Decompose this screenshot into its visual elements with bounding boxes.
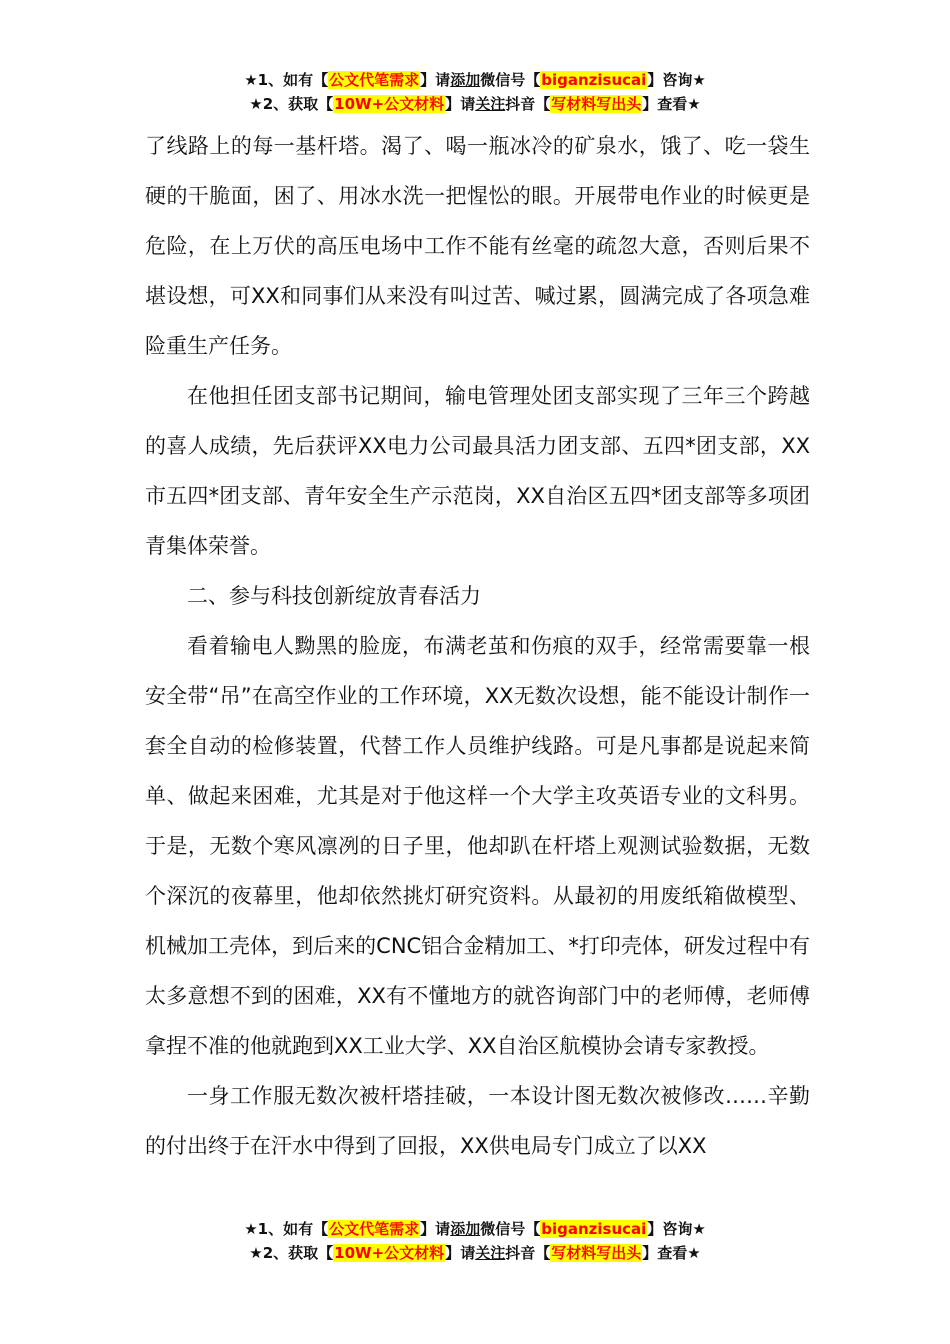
bracket: 【 (525, 71, 541, 89)
bracket: 】 (642, 1244, 658, 1262)
bracket: 】 (420, 1220, 436, 1238)
bracket: 【 (313, 71, 329, 89)
underlined-text: 关注 (475, 95, 506, 113)
banner-text: ★1、如有 (244, 71, 314, 89)
paragraph-honors: 在他担任团支部书记期间，输电管理处团支部实现了三年三个跨越的喜人成绩，先后获评XX电力公司最具活力团支部、五四*团支部，XX市五四*团支部、青年安全生产示范岗，XX自治区五四*团支部等多项团青集体荣誉。 (145, 384, 810, 558)
banner-text: 微信号 (480, 71, 526, 89)
underlined-text: 添加 (450, 1220, 481, 1238)
highlight-service: 公文代笔需求 (329, 1220, 420, 1238)
underlined-text: 关注 (475, 1244, 506, 1262)
highlight-douyin-account: 写材料写出头 (551, 1244, 642, 1262)
banner-text: ★1、如有 (244, 1220, 314, 1238)
paragraph-reward: 一身工作服无数次被杆塔挂破，一本设计图无数次被修改……辛勤的付出终于在汗水中得到了回报，XX供电局专门成立了以XX (145, 1084, 810, 1158)
bracket: 【 (313, 1220, 329, 1238)
footer-banner (0, 1217, 950, 1265)
document-body (145, 121, 810, 1171)
banner-text: 咨询★ (662, 1220, 706, 1238)
banner-text: 咨询★ (662, 71, 706, 89)
banner-line-2 (0, 92, 950, 116)
underlined-text: 添加 (450, 71, 481, 89)
highlight-wechat-id: biganzisucai (541, 1220, 647, 1238)
banner-text: 抖音 (505, 95, 536, 113)
bracket: 【 (525, 1220, 541, 1238)
banner-text: 请 (460, 1244, 476, 1262)
bracket: 【 (318, 95, 334, 113)
banner-line-2 (0, 1241, 950, 1265)
banner-text: 微信号 (480, 1220, 526, 1238)
paragraph-continuation: 了线路上的每一基杆塔。渴了、喝一瓶冰冷的矿泉水，饿了、吃一袋生硬的干脆面，困了、用冰水洗一把惺忪的眼。开展带电作业的时候更是危险，在上万伏的高压电场中工作不能有丝毫的疏忽大意，否则后果不堪设想，可XX和同事们从来没有叫过苦、喊过累，圆满完成了各项急难险重生产任务。 (145, 134, 810, 358)
bracket: 【 (318, 1244, 334, 1262)
bracket: 】 (420, 71, 436, 89)
banner-text: 查看★ (657, 1244, 701, 1262)
banner-line-1 (0, 1217, 950, 1241)
banner-text: 查看★ (657, 95, 701, 113)
highlight-service: 公文代笔需求 (329, 71, 420, 89)
bracket: 】 (642, 95, 658, 113)
banner-text: ★2、获取 (249, 1244, 319, 1262)
bracket: 】 (445, 1244, 461, 1262)
bracket: 】 (647, 71, 663, 89)
banner-text: 抖音 (505, 1244, 536, 1262)
bracket: 【 (535, 95, 551, 113)
highlight-douyin-account: 写材料写出头 (551, 95, 642, 113)
bracket: 【 (535, 1244, 551, 1262)
banner-text: ★2、获取 (249, 95, 319, 113)
banner-text: 请 (435, 1220, 451, 1238)
bracket: 】 (647, 1220, 663, 1238)
banner-text: 请 (435, 71, 451, 89)
section-heading: 二、参与科技创新绽放青春活力 (187, 584, 481, 608)
highlight-materials: 10W+公文材料 (334, 1244, 445, 1262)
bracket: 】 (445, 95, 461, 113)
banner-line-1 (0, 68, 950, 92)
highlight-materials: 10W+公文材料 (334, 95, 445, 113)
header-banner (0, 68, 950, 116)
paragraph-innovation: 看着输电人黝黑的脸庞，布满老茧和伤痕的双手，经常需要靠一根安全带“吊”在高空作业的工作环境，XX无数次设想，能不能设计制作一套全自动的检修装置，代替工作人员维护线路。可是凡事都是说起来简单、做起来困难，尤其是对于他这样一个大学主攻英语专业的文科男。于是，无数个寒风凛冽的日子里，他却趴在杆塔上观测试验数据，无数个深沉的夜幕里，他却依然挑灯研究资料。从最初的用废纸箱做模型、机械加工壳体，到后来的CNC铝合金精加工、*打印壳体，研发过程中有太多意想不到的困难，XX有不懂地方的就咨询部门中的老师傅，老师傅拿捏不准的他就跑到XX工业大学、XX自治区航模协会请专家教授。 (145, 634, 810, 1058)
highlight-wechat-id: biganzisucai (541, 71, 647, 89)
banner-text: 请 (460, 95, 476, 113)
